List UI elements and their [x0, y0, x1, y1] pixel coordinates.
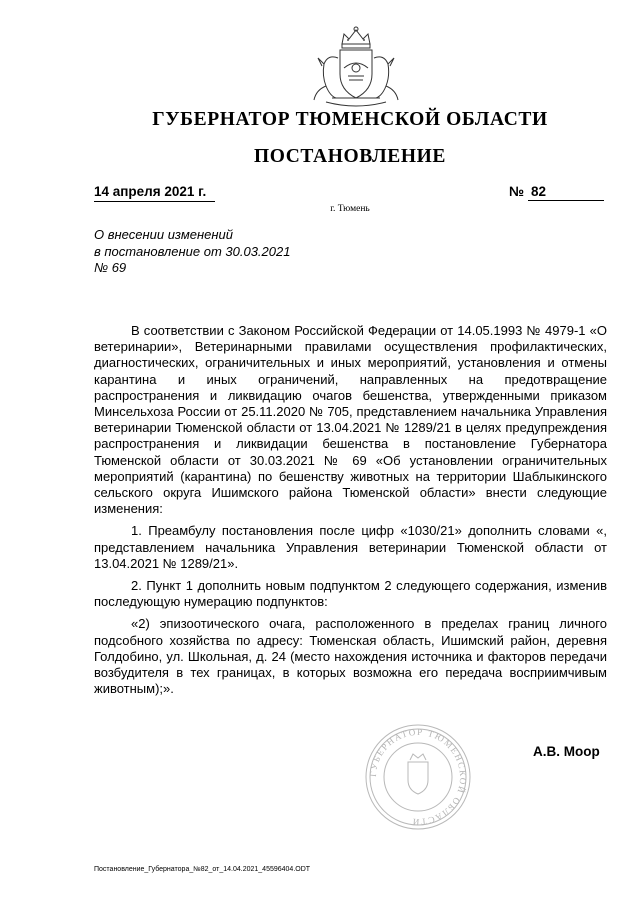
subject-line: О внесении изменений	[94, 227, 233, 242]
document-number-label: №	[509, 184, 525, 199]
body-paragraph-item-1: 1. Преамбулу постановления после цифр «1030/21» дополнить словами «, представлением начальника Управления ветеринарии Тюменской области от 13.04.2021 № 1289/21».	[94, 523, 607, 571]
body-paragraph-subitem: «2) эпизоотического очага, расположенного в пределах границ личного подсобного хозяйства по адресу: Тюменская область, Ишимский район, деревня Голдобино, ул. Школьная, д. 24 (место нахождения источника и факторов передачи возбудителя в тех границах, в которых возможна его передача восприимчивым животным);».	[94, 616, 607, 697]
signatory-name: А.В. Моор	[533, 744, 600, 759]
document-subject	[94, 227, 354, 277]
document-date: 14 апреля 2021 г.	[94, 184, 215, 202]
official-seal-stamp	[363, 722, 473, 832]
subject-line: № 69	[94, 260, 127, 275]
body-paragraph-item-2: 2. Пункт 1 дополнить новым подпунктом 2 следующего содержания, изменив последующую нумерацию подпунктов:	[94, 578, 607, 610]
svg-text:ГУБЕРНАТОР ТЮМЕНСКОЙ ОБЛАСТИ: ГУБЕРНАТОР ТЮМЕНСКОЙ ОБЛАСТИ	[367, 726, 469, 828]
document-type-title: ПОСТАНОВЛЕНИЕ	[253, 146, 447, 167]
subject-line: в постановление от 30.03.2021	[94, 243, 291, 259]
footer-file-name: Постановление_Губернатора_№82_от_14.04.2021_45596404.ODT	[94, 866, 311, 873]
coat-of-arms-icon	[304, 24, 408, 110]
body-paragraph-preamble: В соответствии с Законом Российской Федерации от 14.05.1993 № 4979-1 «О ветеринарии», Ветеринарными правилами осуществления профилактических, диагностических, ограничительных и иных мероприятий, установления и отмены карантина и иных ограничений, направленных на предотвращение распространения и ликвидацию очагов бешенства, утвержденными приказом Минсельхоза России от 25.11.2020 № 705, представлением начальника Управления ветеринарии Тюменской области от 13.04.2021 № 1289/21 в целях предупреждения распространения и ликвидации бешенства в постановление Губернатора Тюменской области от 30.03.2021 № 69 «Об установлении ограничительных мероприятий (карантина) по бешенству животных на территории Шаблыкинского сельского округа Ишимского района Тюменской области» внести следующие изменения:	[94, 323, 607, 517]
document-body	[94, 323, 607, 703]
document-number: 82	[528, 184, 604, 201]
document-city: г. Тюмень	[330, 204, 370, 214]
authority-title: ГУБЕРНАТОР ТЮМЕНСКОЙ ОБЛАСТИ	[152, 109, 548, 130]
